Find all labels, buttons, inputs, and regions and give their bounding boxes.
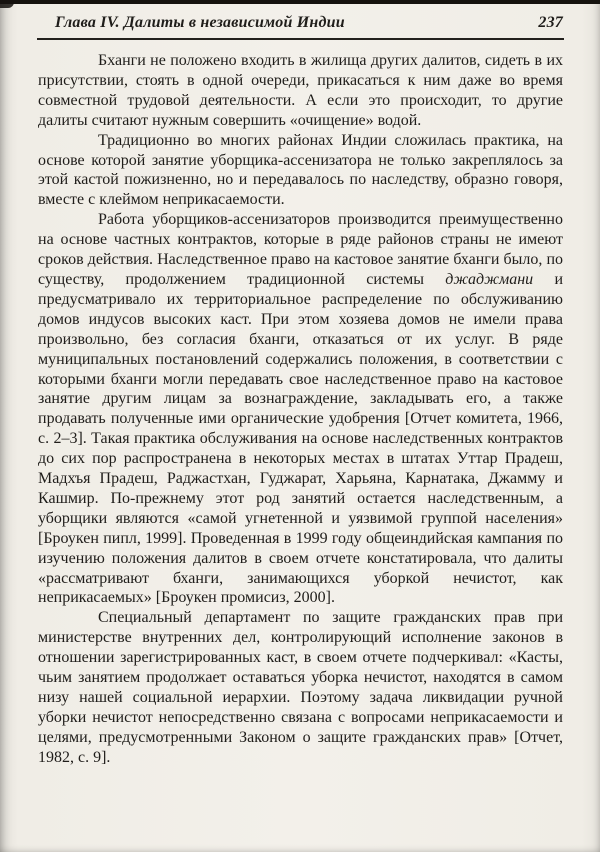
paragraph-4: Специальный департамент по защите гражданских прав при министерстве внутренних дел, контролирующий исполнение законов в отношении зарегистрированных каст, в своем отчете подчеркивал: «Касты, чьим занятием продолжает оставаться уборка нечистот, находятся в самом низу нашей социальной иерархии. Поэтому задача ликвидации ручной уборки нечистот непосредственно связана с вопросами неприкасаемости и целями, предусмотренными Законом о защите гражданских прав» [Отчет, 1982, с. 9]. xyxy=(38,609,563,766)
paragraph-2: Традиционно во многих районах Индии сложилась практика, на основе которой занятие уборщика-ассенизатора не только закреплялось за этой кастой пожизненно, но и передавалось по наследству, образно говоря, вместе с клеймом неприкасаемости. xyxy=(38,131,563,209)
paragraph-3-text-continued: и предусматривало их территориальное распределение по обслуживанию домов индусов высоких каст. При этом хозяева домов не имели права произвольно, без согласия бханги, отказаться от их услуг. В ряде муниципальных постановлений содержались положения, в соответствии с которыми бханги могли передавать свое наследственное право на кастовое занятие другим лицам за вознаграждение, закладывать его, а также продавать полученные ими органические удобрения [Отчет комитета, 1966, с. 2–3]. Такая практика обслуживания на основе наследственных контрактов до сих пор распространена в некоторых местах в штатах Уттар Прадеш, Мадхъя Прадеш, Раджастхан, Гуджарат, Харьяна, Карнатака, Джамму и Кашмир. По-прежнему этот род занятий остается наследственным, а уборщики являются «самой угнетенной и уязвимой группой населения» [Броукен пипл, 1999]. Проведенная в 1999 году общеиндийская кампания по изучению положения далитов в своем отчете констатировала, что далиты «рассматривают бханги, занимающихся уборкой нечистот, как неприкасаемых» [Броукен промисиз, 2000]. xyxy=(38,270,563,607)
paragraph-3 xyxy=(38,210,563,608)
scan-edge-artifact-top xyxy=(0,0,600,4)
paragraph-3-text: Работа уборщиков-ассенизаторов производится преимущественно на основе частных контрактов, которые в ряде районов страны не имеют сроков действия. Наследственное право на кастовое занятие бханги было, по существу, продолжением традиционной системы xyxy=(38,211,563,288)
page-number: 237 xyxy=(538,14,563,31)
scan-edge-artifact-corner xyxy=(0,0,14,8)
italic-term-jajmani: джаджмани xyxy=(445,270,534,288)
running-header xyxy=(37,14,563,32)
chapter-title: Глава IV. Далиты в независимой Индии xyxy=(55,14,345,31)
header-rule xyxy=(37,38,564,40)
paragraph-1: Бханги не положено входить в жилища других далитов, сидеть в их присутствии, стоять в одной очереди, прикасаться к ним даже во время совместной трудовой деятельности. А если это происходит, то другие далиты считают нужным совершить «очищение» водой. xyxy=(38,52,563,129)
page-body xyxy=(38,51,563,768)
